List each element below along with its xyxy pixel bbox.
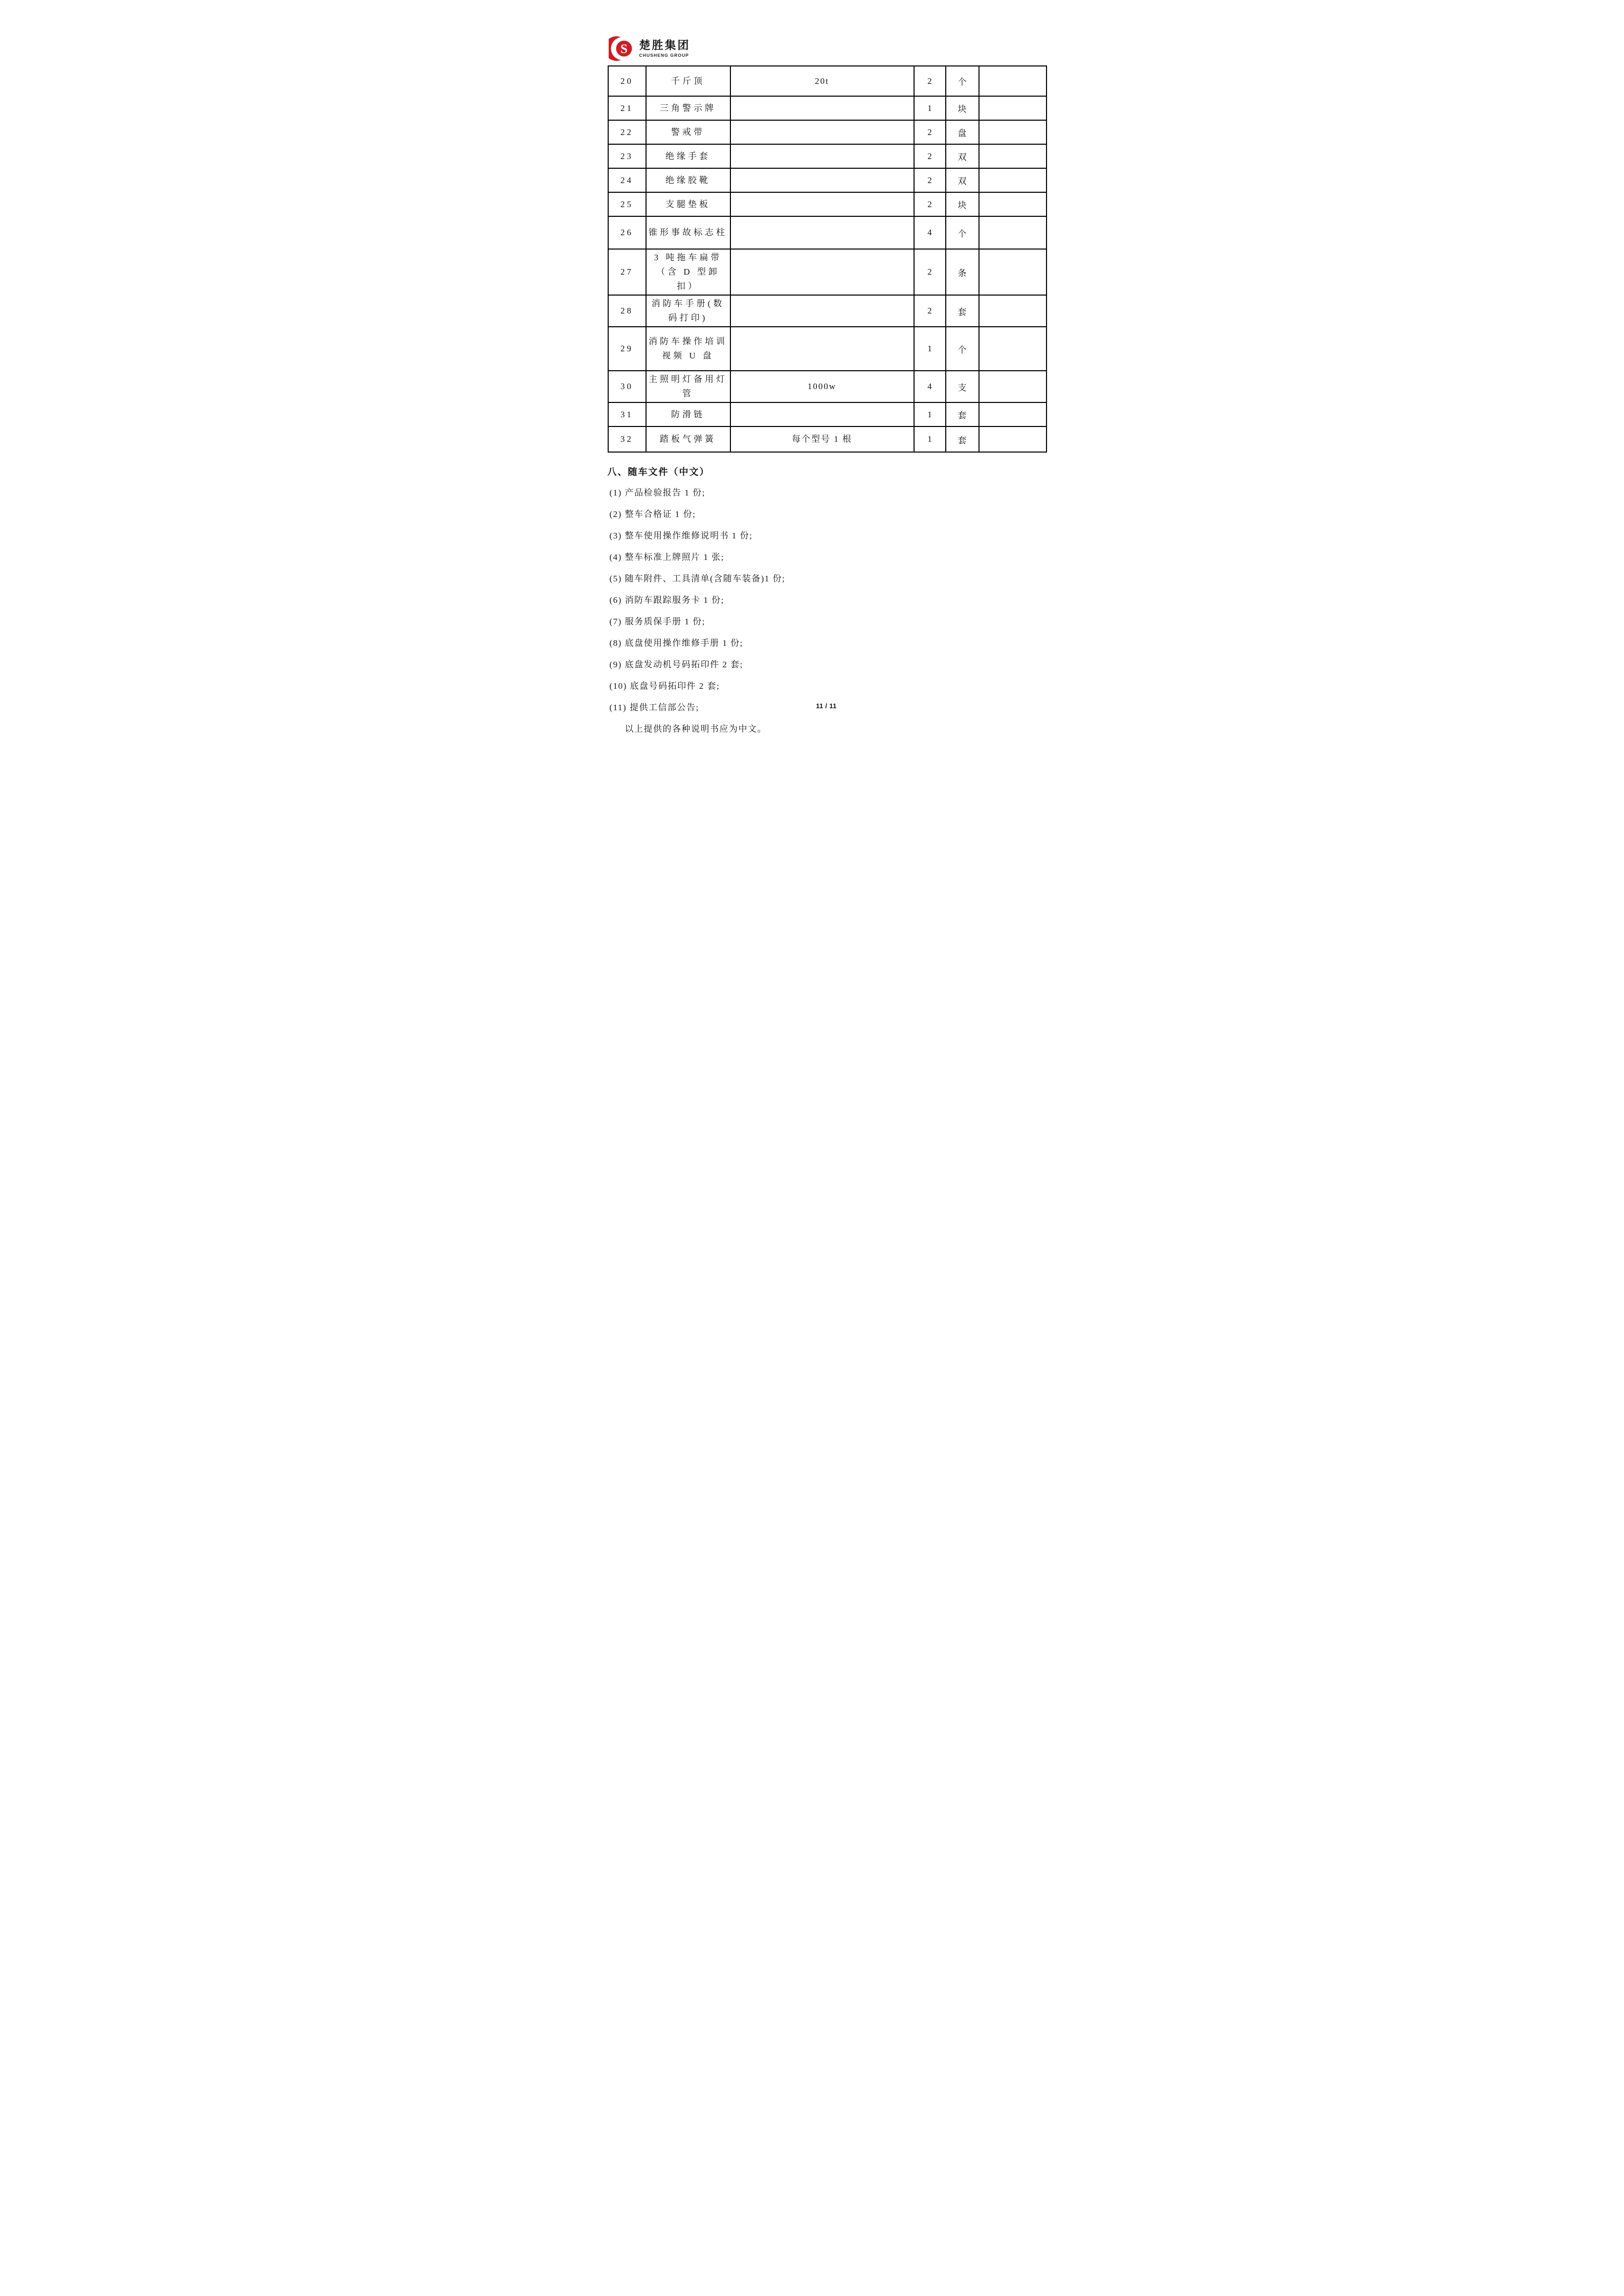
row-number-cell: 21 [608, 96, 646, 120]
item-note-cell [979, 249, 1047, 295]
document-list-item: (4) 整车标准上牌照片 1 张; [609, 552, 724, 562]
row-number-cell: 22 [608, 120, 646, 144]
table-row [608, 192, 1047, 216]
table-row [608, 216, 1047, 249]
item-unit-cell: 个 [946, 216, 979, 249]
row-number-cell: 24 [608, 168, 646, 192]
item-unit-cell: 套 [946, 426, 979, 452]
item-spec-cell [730, 216, 914, 249]
document-list-item: (1) 产品检验报告 1 份; [609, 488, 705, 498]
item-note-cell [979, 192, 1047, 216]
item-name-cell: 踏板气弹簧 [646, 426, 730, 452]
item-unit-cell: 盘 [946, 120, 979, 144]
document-list-item: (5) 随车附件、工具清单(含随车装备)1 份; [609, 574, 786, 583]
item-note-cell [979, 168, 1047, 192]
page-number: 11 / 11 [816, 703, 837, 710]
page-content [608, 65, 1047, 734]
item-note-cell [979, 327, 1047, 371]
item-unit-cell: 条 [946, 249, 979, 295]
item-name-cell: 消防车手册(数码打印) [646, 295, 730, 327]
document-list-item: (8) 底盘使用操作维修手册 1 份; [609, 638, 743, 648]
svg-text:S: S [620, 42, 628, 56]
item-spec-cell [730, 249, 914, 295]
section-heading: 八、随车文件（中文） [607, 467, 710, 477]
equipment-table-body [608, 66, 1047, 452]
item-spec-cell [730, 120, 914, 144]
item-spec-cell: 每个型号 1 根 [730, 426, 914, 452]
item-note-cell [979, 66, 1047, 96]
document-list-item: (9) 底盘发动机号码拓印件 2 套; [609, 660, 743, 669]
item-unit-cell: 支 [946, 371, 979, 402]
document-list-item: (7) 服务质保手册 1 份; [609, 617, 705, 626]
item-note-cell [979, 371, 1047, 402]
row-number-cell: 29 [608, 327, 646, 371]
document-list-item: (10) 底盘号码拓印件 2 套; [609, 681, 720, 691]
document-list [608, 488, 1047, 712]
item-unit-cell: 套 [946, 402, 979, 426]
closing-note: 以上提供的各种说明书应为中文。 [625, 724, 767, 734]
item-name-cell: 警戒带 [646, 120, 730, 144]
page-footer [542, 702, 1083, 711]
item-spec-cell [730, 144, 914, 168]
item-qty-cell: 1 [914, 327, 946, 371]
company-logo-text [639, 39, 691, 58]
item-name-cell: 千斤顶 [646, 66, 730, 96]
table-row [608, 144, 1047, 168]
company-name-en: CHUSHENG GROUP [639, 53, 689, 58]
row-number-cell: 25 [608, 192, 646, 216]
item-name-cell: 支腿垫板 [646, 192, 730, 216]
item-qty-cell: 2 [914, 144, 946, 168]
item-qty-cell: 4 [914, 371, 946, 402]
row-number-cell: 32 [608, 426, 646, 452]
item-name-cell: 三角警示牌 [646, 96, 730, 120]
item-note-cell [979, 144, 1047, 168]
item-qty-cell: 4 [914, 216, 946, 249]
item-spec-cell: 20t [730, 66, 914, 96]
item-name-cell: 绝缘手套 [646, 144, 730, 168]
item-spec-cell [730, 295, 914, 327]
company-name-cn: 楚胜集团 [639, 39, 691, 52]
item-qty-cell: 2 [914, 66, 946, 96]
row-number-cell: 20 [608, 66, 646, 96]
item-qty-cell: 2 [914, 120, 946, 144]
item-name-cell: 消防车操作培训视频 U 盘 [646, 327, 730, 371]
item-spec-cell [730, 96, 914, 120]
item-unit-cell: 块 [946, 192, 979, 216]
item-spec-cell [730, 192, 914, 216]
item-qty-cell: 2 [914, 168, 946, 192]
table-row [608, 402, 1047, 426]
item-qty-cell: 2 [914, 192, 946, 216]
table-row [608, 371, 1047, 402]
item-name-cell: 锥形事故标志柱 [646, 216, 730, 249]
item-qty-cell: 1 [914, 96, 946, 120]
item-unit-cell: 双 [946, 168, 979, 192]
table-row [608, 295, 1047, 327]
item-spec-cell [730, 168, 914, 192]
item-qty-cell: 2 [914, 249, 946, 295]
item-name-cell: 防滑链 [646, 402, 730, 426]
table-row [608, 120, 1047, 144]
item-unit-cell: 套 [946, 295, 979, 327]
item-note-cell [979, 295, 1047, 327]
document-list-item: (6) 消防车跟踪服务卡 1 份; [609, 595, 724, 605]
document-page [542, 0, 1083, 766]
item-qty-cell: 1 [914, 426, 946, 452]
item-spec-cell [730, 327, 914, 371]
row-number-cell: 28 [608, 295, 646, 327]
item-unit-cell: 块 [946, 96, 979, 120]
table-row [608, 327, 1047, 371]
company-logo [609, 35, 691, 62]
row-number-cell: 30 [608, 371, 646, 402]
chusheng-monogram-icon [609, 35, 634, 62]
item-note-cell [979, 216, 1047, 249]
item-qty-cell: 1 [914, 402, 946, 426]
item-note-cell [979, 402, 1047, 426]
item-unit-cell: 个 [946, 327, 979, 371]
row-number-cell: 31 [608, 402, 646, 426]
row-number-cell: 27 [608, 249, 646, 295]
item-qty-cell: 2 [914, 295, 946, 327]
row-number-cell: 26 [608, 216, 646, 249]
equipment-table [608, 65, 1047, 453]
item-spec-cell [730, 402, 914, 426]
row-number-cell: 23 [608, 144, 646, 168]
table-row [608, 66, 1047, 96]
table-row [608, 249, 1047, 295]
item-note-cell [979, 96, 1047, 120]
item-unit-cell: 双 [946, 144, 979, 168]
table-row [608, 426, 1047, 452]
document-list-item: (3) 整车使用操作维修说明书 1 份; [609, 531, 753, 541]
item-unit-cell: 个 [946, 66, 979, 96]
item-note-cell [979, 426, 1047, 452]
item-note-cell [979, 120, 1047, 144]
item-name-cell: 3 吨拖车扁带（含 D 型卸扣） [646, 249, 730, 295]
item-name-cell: 绝缘胶靴 [646, 168, 730, 192]
table-row [608, 96, 1047, 120]
item-spec-cell: 1000w [730, 371, 914, 402]
item-name-cell: 主照明灯备用灯管 [646, 371, 730, 402]
document-list-item: (2) 整车合格证 1 份; [609, 509, 696, 519]
document-list-item: (11) 提供工信部公告; [609, 703, 699, 712]
table-row [608, 168, 1047, 192]
